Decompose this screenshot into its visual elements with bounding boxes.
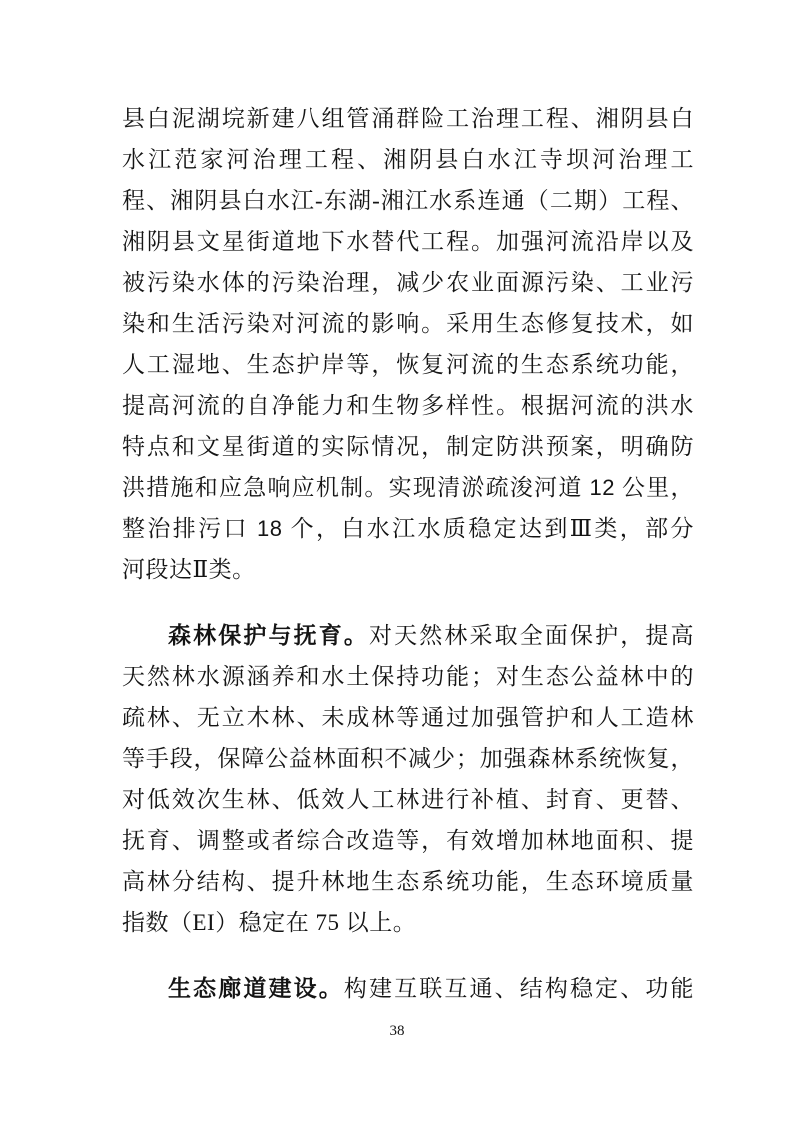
text-run: 天然林水源涵养和水土保持功能；对生态公益林中的	[122, 664, 694, 689]
text-line	[122, 779, 694, 820]
paragraph-river-treatment	[122, 98, 694, 590]
page-body	[122, 98, 694, 1009]
text-run: 对低效次生林、低效人工林进行补植、封育、更替、	[122, 787, 694, 812]
text-run: 构建互联互通、结构稳定、功能	[343, 976, 694, 1001]
run-in-heading: 森林保护与抚育。	[168, 623, 369, 648]
paragraph-eco-corridor	[122, 968, 694, 1009]
text-run: 对天然林采取全面保护，提高	[369, 623, 694, 648]
text-line	[122, 385, 694, 426]
text-line	[122, 139, 694, 180]
text-line	[122, 467, 694, 508]
text-line	[122, 902, 694, 943]
text-run: 人工湿地、生态护岸等，恢复河流的生态系统功能，	[122, 352, 694, 377]
text-line	[122, 697, 694, 738]
text-run: 县白泥湖垸新建八组管涌群险工治理工程、湘阴县白	[122, 106, 694, 131]
text-run: 水江范家河治理工程、湘阴县白水江寺坝河治理工	[122, 147, 694, 172]
text-line	[122, 221, 694, 262]
text-line	[122, 820, 694, 861]
text-run: 洪措施和应急响应机制。实现清淤疏浚河道	[122, 475, 590, 500]
text-line	[122, 303, 694, 344]
text-run: 个，白水江水质稳定达到Ⅲ类，部分	[282, 516, 695, 541]
text-run: 提高河流的自净能力和生物多样性。根据河流的洪水	[122, 393, 694, 418]
text-line	[122, 262, 694, 303]
text-run: 公里，	[615, 475, 695, 500]
text-run: 河段达Ⅱ类。	[122, 557, 256, 582]
text-run: 染和生活污染对河流的影响。采用生态修复技术，如	[122, 311, 694, 336]
text-line	[122, 508, 694, 549]
text-run: 等手段，保障公益林面积不减少；加强森林系统恢复，	[122, 746, 694, 771]
text-line	[122, 344, 694, 385]
text-run: 湘阴县文星街道地下水替代工程。加强河流沿岸以及	[122, 229, 694, 254]
text-line	[122, 549, 694, 590]
text-run: 被污染水体的污染治理，减少农业面源污染、工业污	[122, 270, 694, 295]
page-number: 38	[389, 1023, 405, 1039]
text-line	[122, 180, 694, 221]
text-run: 抚育、调整或者综合改造等，有效增加林地面积、提	[122, 828, 694, 853]
text-line	[122, 615, 694, 656]
numeric-value: 18	[257, 516, 283, 541]
text-run: 整治排污口	[122, 516, 258, 541]
text-line	[122, 426, 694, 467]
text-run: 高林分结构、提升林地生态系统功能，生态环境质量	[122, 869, 694, 894]
text-run: 疏林、无立木林、未成林等通过加强管护和人工造林	[122, 705, 694, 730]
text-line	[122, 861, 694, 902]
run-in-heading: 生态廊道建设。	[168, 976, 344, 1001]
text-run: 特点和文星街道的实际情况，制定防洪预案，明确防	[122, 434, 694, 459]
text-line	[122, 968, 694, 1009]
text-line	[122, 98, 694, 139]
text-run: 程、湘阴县白水江-东湖-湘江水系连通（二期）工程、	[122, 188, 694, 213]
paragraph-forest-protection	[122, 615, 694, 943]
text-line	[122, 656, 694, 697]
text-line	[122, 738, 694, 779]
numeric-value: 12	[589, 475, 616, 500]
text-run: 指数（EI）稳定在 75 以上。	[122, 910, 417, 935]
